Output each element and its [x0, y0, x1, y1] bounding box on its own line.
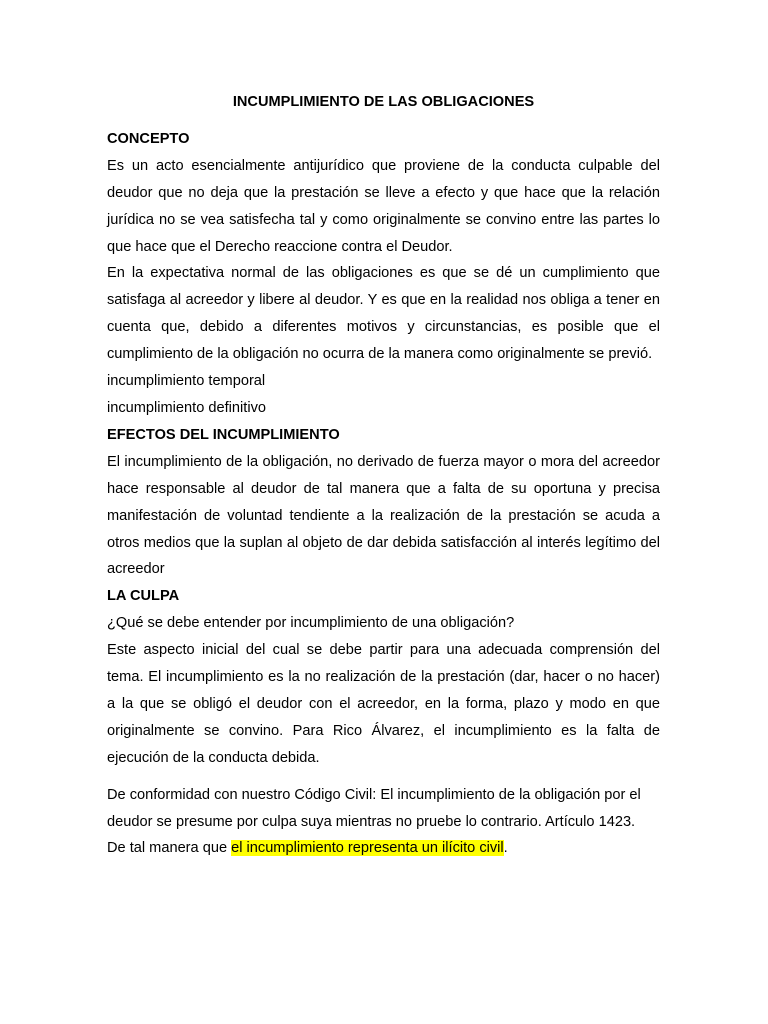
culpa-paragraph-2-line-1: De conformidad con nuestro Código Civil: El incumplimiento de la obligación por el [107, 786, 641, 803]
efectos-paragraph: El incumplimiento de la obligación, no derivado de fuerza mayor o mora del acreedor hace responsable al deudor de tal manera que a falta de su oportuna y precisa manifestación de voluntad tendiente a la realización de la prestación se acuda a otros medios que la suplan al objeto de dar debida satisfacción al interés legítimo del acreedor [107, 453, 660, 578]
culpa-paragraph-2 [107, 782, 660, 836]
culpa-paragraph-2-line-2: deudor se presume por culpa suya mientras no pruebe lo contrario. Artículo 1423. [107, 813, 636, 830]
list-item-temporal: incumplimiento temporal [107, 373, 266, 390]
heading-concepto: CONCEPTO [107, 130, 190, 147]
culpa-paragraph-3-suffix: . [503, 840, 508, 857]
document-title: INCUMPLIMIENTO DE LAS OBLIGACIONES [232, 94, 535, 110]
heading-efectos: EFECTOS DEL INCUMPLIMIENTO [107, 426, 340, 443]
culpa-paragraph-3-prefix: De tal manera que [107, 840, 232, 857]
culpa-paragraph-3 [107, 835, 660, 862]
culpa-question: ¿Qué se debe entender por incumplimiento de una obligación? [107, 615, 515, 632]
highlighted-text: el incumplimiento representa un ilícito civil [231, 840, 504, 857]
heading-culpa: LA CULPA [107, 588, 180, 605]
concepto-paragraph-2: En la expectativa normal de las obligaciones es que se dé un cumplimiento que satisfaga al acreedor y libere al deudor. Y es que en la realidad nos obliga a tener en cuenta que, debido a diferentes motivos y circunstancias, es posible que el cumplimiento de la obligación no ocurra de la manera como originalmente se previó. [107, 265, 660, 363]
concepto-paragraph-1: Es un acto esencialmente antijurídico que proviene de la conducta culpable del deudor que no deja que la prestación se lleve a efecto y que hace que la relación jurídica no se vea satisfecha tal y como originalmente se convino entre las partes lo que hace que el Derecho reaccione contra el Deudor. [107, 157, 660, 255]
list-item-definitivo: incumplimiento definitivo [107, 399, 266, 416]
culpa-paragraph-1: Este aspecto inicial del cual se debe partir para una adecuada comprensión del tema. El incumplimiento es la no realización de la prestación (dar, hacer o no hacer) a la que se obligó el deudor con el acreedor, en la forma, plazo y modo en que originalmente se convino. Para Rico Álvarez, el incumplimiento es la falta de ejecución de la conducta debida. [107, 642, 660, 766]
document-page [107, 89, 660, 862]
